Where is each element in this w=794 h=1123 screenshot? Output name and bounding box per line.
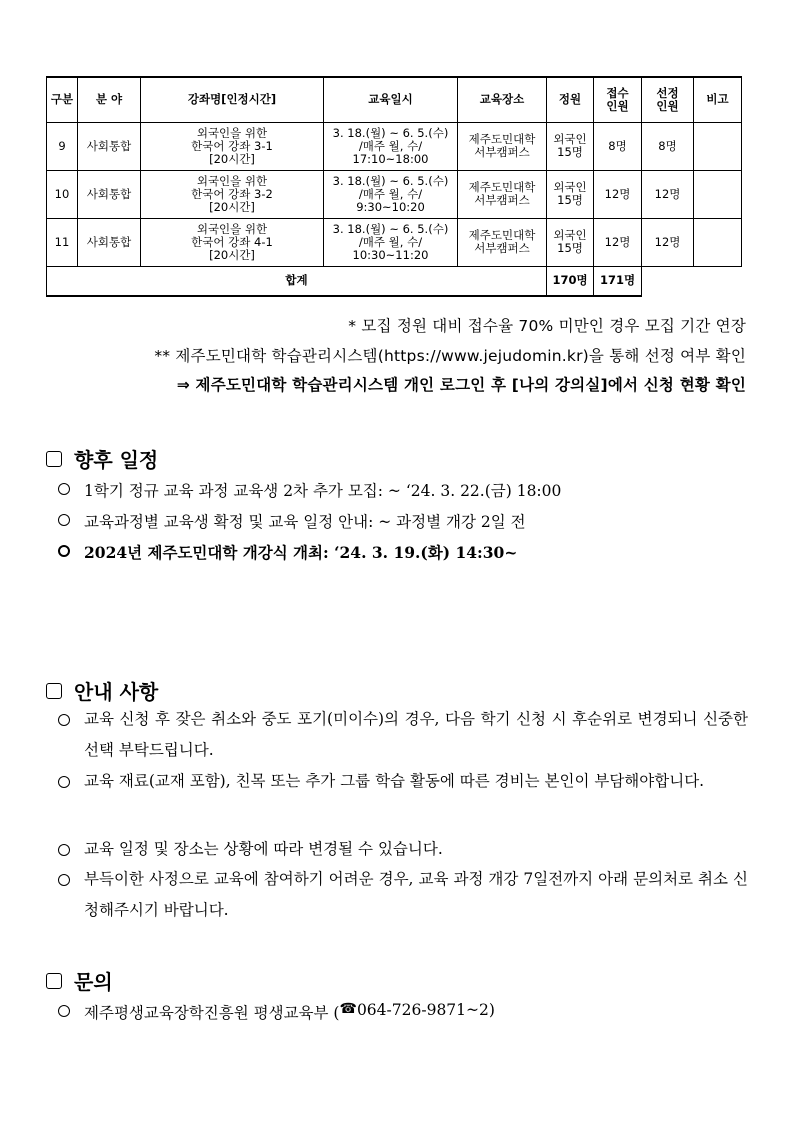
contact-phone: 064-726-9871~2) xyxy=(356,1001,495,1019)
guide-item xyxy=(58,864,748,926)
cell-schedule: 3. 18.(월) ~ 6. 5.(수) /매주 월, 수/ 10:30~11:20 xyxy=(324,218,458,266)
cell-course: 외국인을 위한 한국어 강좌 3-2 [20시간] xyxy=(141,170,324,218)
checkbox-icon xyxy=(46,683,62,699)
header-remarks: 비고 xyxy=(694,77,742,122)
total-applied: 171명 xyxy=(594,266,642,296)
cell-field: 사회통합 xyxy=(78,170,141,218)
section-contact-title xyxy=(46,966,113,995)
section-contact-label: 문의 xyxy=(74,970,113,994)
header-schedule: 교육일시 xyxy=(324,77,458,122)
circle-bullet-icon xyxy=(58,483,70,495)
section-schedule-title xyxy=(46,444,158,473)
note-extension: * 모집 정원 대비 접수율 70% 미만인 경우 모집 기간 연장 xyxy=(348,317,746,335)
guide-item xyxy=(58,704,748,766)
checkbox-icon xyxy=(46,973,62,989)
schedule-item xyxy=(58,479,561,501)
cell-applied: 12명 xyxy=(594,170,642,218)
total-blank xyxy=(642,266,742,296)
cell-selected: 12명 xyxy=(642,170,694,218)
schedule-item-text: 2024년 제주도민대학 개강식 개최: ‘24. 3. 19.(화) 14:30~ xyxy=(84,543,518,562)
course-table xyxy=(46,76,742,297)
header-place: 교육장소 xyxy=(458,77,547,122)
table-row xyxy=(47,170,742,218)
cell-schedule: 3. 18.(월) ~ 6. 5.(수) /매주 월, 수/ 9:30~10:20 xyxy=(324,170,458,218)
guide-item-text: 교육 재료(교재 포함), 친목 또는 추가 그룹 학습 활동에 따른 경비는 본인이 부담해야합니다. xyxy=(84,772,705,790)
header-field: 분 야 xyxy=(78,77,141,122)
circle-bullet-icon xyxy=(58,776,70,788)
cell-remarks xyxy=(694,122,742,170)
cell-remarks xyxy=(694,218,742,266)
circle-bullet-icon xyxy=(58,514,70,526)
guide-item xyxy=(58,834,748,865)
schedule-item-text: 교육과정별 교육생 확정 및 교육 일정 안내: ~ 과정별 개강 2일 전 xyxy=(84,513,526,531)
circle-bullet-icon xyxy=(58,874,70,886)
total-capacity: 170명 xyxy=(547,266,594,296)
contact-item xyxy=(58,1001,495,1023)
cell-remarks xyxy=(694,170,742,218)
guide-item-text: 교육 일정 및 장소는 상황에 따라 변경될 수 있습니다. xyxy=(84,840,443,858)
cell-schedule: 3. 18.(월) ~ 6. 5.(수) /매주 월, 수/ 17:10~18:00 xyxy=(324,122,458,170)
cell-no: 9 xyxy=(47,122,78,170)
circle-bullet-icon xyxy=(58,844,70,856)
cell-capacity: 외국인 15명 xyxy=(547,122,594,170)
schedule-item xyxy=(58,510,526,532)
guide-item-text: 부득이한 사정으로 교육에 참여하기 어려운 경우, 교육 과정 개강 7일전까지 아래 문의처로 취소 신청해주시기 바랍니다. xyxy=(84,870,748,919)
cell-capacity: 외국인 15명 xyxy=(547,218,594,266)
cell-course: 외국인을 위한 한국어 강좌 4-1 [20시간] xyxy=(141,218,324,266)
table-row xyxy=(47,218,742,266)
header-capacity: 정원 xyxy=(547,77,594,122)
cell-place: 제주도민대학 서부캠퍼스 xyxy=(458,170,547,218)
schedule-item xyxy=(58,541,517,563)
guide-item-text: 교육 신청 후 잦은 취소와 중도 포기(미이수)의 경우, 다음 학기 신청 시 후순위로 변경되니 신중한 선택 부탁드립니다. xyxy=(84,710,748,759)
contact-org: 제주평생교육장학진흥원 평생교육부 ( xyxy=(84,1004,340,1022)
cell-place: 제주도민대학 서부캠퍼스 xyxy=(458,218,547,266)
table-row xyxy=(47,122,742,170)
guide-item xyxy=(58,766,748,797)
cell-field: 사회통합 xyxy=(78,122,141,170)
circle-bullet-icon xyxy=(58,714,70,726)
cell-no: 11 xyxy=(47,218,78,266)
cell-place: 제주도민대학 서부캠퍼스 xyxy=(458,122,547,170)
note-login-guide: ⇒ 제주도민대학 학습관리시스템 개인 로그인 후 [나의 강의실]에서 신청 현황 확인 xyxy=(176,376,746,394)
cell-selected: 8명 xyxy=(642,122,694,170)
cell-capacity: 외국인 15명 xyxy=(547,170,594,218)
table-total-row xyxy=(47,266,742,296)
circle-bullet-icon xyxy=(58,545,70,557)
cell-course: 외국인을 위한 한국어 강좌 3-1 [20시간] xyxy=(141,122,324,170)
note-selection-check: ** 제주도민대학 학습관리시스템(https://www.jejudomin.kr)을 통해 선정 여부 확인 xyxy=(154,347,746,365)
circle-bullet-icon xyxy=(58,1005,70,1017)
schedule-item-text: 1학기 정규 교육 과정 교육생 2차 추가 모집: ~ ‘24. 3. 22.(금) 18:00 xyxy=(84,482,562,500)
section-schedule-label: 향후 일정 xyxy=(74,448,159,472)
header-category: 구분 xyxy=(47,77,78,122)
cell-applied: 8명 xyxy=(594,122,642,170)
section-guide-label: 안내 사항 xyxy=(74,680,159,704)
checkbox-icon xyxy=(46,451,62,467)
cell-applied: 12명 xyxy=(594,218,642,266)
header-course: 강좌명[인정시간] xyxy=(141,77,324,122)
header-applied: 접수 인원 xyxy=(594,77,642,122)
cell-selected: 12명 xyxy=(642,218,694,266)
section-guide-title xyxy=(46,676,158,705)
cell-no: 10 xyxy=(47,170,78,218)
header-selected: 선정 인원 xyxy=(642,77,694,122)
total-label: 합계 xyxy=(47,266,547,296)
cell-field: 사회통합 xyxy=(78,218,141,266)
table-header-row xyxy=(47,77,742,122)
phone-icon: ☎ xyxy=(339,1001,357,1017)
